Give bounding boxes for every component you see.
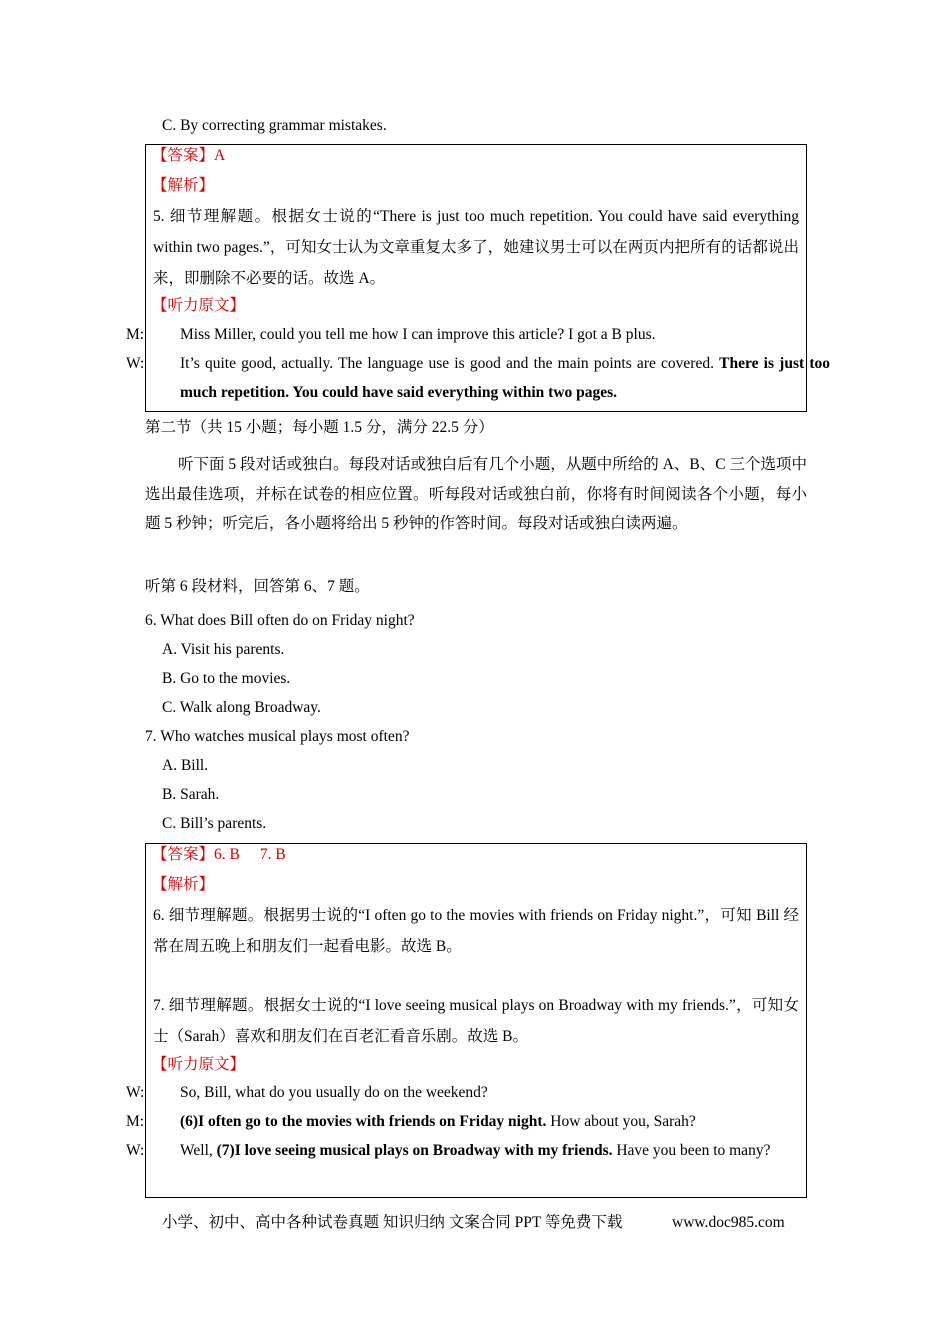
dialogue-line-w — [126, 1136, 830, 1165]
dialogue-text: It’s quite good, actually. The language use is good and the main points are covered. — [180, 355, 720, 372]
analysis-7: 7. 细节理解题。根据女士说的“I love seeing musical plays on Broadway with my friends.”，可知女士（Sarah）喜欢和朋友们在百老汇看音乐剧。故选 B。 — [153, 997, 799, 1045]
dialogue-key-sentence: (6)I often go to the movies with friends on Friday night. — [180, 1113, 547, 1130]
analysis-text: 5. 细节理解题。根据女士说的“There is just too much repetition. You could have said everything within two pages.”，可知女士认为文章重复太多了，她建议男士可以在两页内把所有的话都说出来，即删除不必要的话。故选 A。 — [153, 208, 799, 287]
speaker-m: M: — [126, 1113, 145, 1130]
speaker-w: W: — [126, 355, 145, 372]
analysis-label: 【解析】 — [152, 876, 215, 893]
dialogue-text: So, Bill, what do you usually do on the weekend? — [180, 1084, 488, 1101]
answer-7: 7. B — [259, 846, 286, 863]
dialogue-line-m — [126, 1107, 830, 1136]
question-option: B. Sarah. — [162, 786, 220, 803]
speaker-w: W: — [126, 1084, 145, 1101]
speaker-w: W: — [126, 1142, 145, 1159]
dialogue-text: How about you, Sarah? — [546, 1113, 696, 1130]
question-option: B. Go to the movies. — [162, 670, 291, 687]
section-heading: 第二节（共 15 小题；每小题 1.5 分，满分 22.5 分） — [145, 419, 494, 436]
answer-label: 【答案】 — [152, 846, 215, 863]
question-stem: 7. Who watches musical plays most often? — [145, 728, 410, 745]
passage-intro: 听第 6 段材料，回答第 6、7 题。 — [145, 578, 370, 595]
question-option: A. Bill. — [162, 757, 209, 774]
answer-6: 6. B — [214, 846, 240, 863]
answer-value: A — [214, 147, 226, 164]
speaker-m: M: — [126, 326, 145, 343]
question-option: C. Walk along Broadway. — [162, 699, 321, 716]
question-option: C. Bill’s parents. — [162, 815, 267, 832]
answer-line — [152, 844, 286, 866]
question-option: A. Visit his parents. — [162, 641, 285, 658]
footer-text: 小学、初中、高中各种试卷真题 知识归纳 文案合同 PPT 等免费下载 — [162, 1214, 623, 1231]
dialogue-text: Miss Miller, could you tell me how I can improve this article? I got a B plus. — [180, 326, 656, 343]
transcript-label: 【听力原文】 — [152, 297, 246, 314]
transcript-label: 【听力原文】 — [152, 1056, 246, 1073]
option-c: C. By correcting grammar mistakes. — [162, 117, 387, 134]
dialogue-key-sentence: There is just too much repetition. You could have said everything within two pages. — [180, 355, 830, 401]
analysis-label: 【解析】 — [152, 177, 215, 194]
question-stem: 6. What does Bill often do on Friday night? — [145, 612, 415, 629]
dialogue-text: Well, — [180, 1142, 217, 1159]
answer-label: 【答案】 — [152, 147, 215, 164]
dialogue-line-m — [126, 320, 830, 349]
footer-url[interactable]: www.doc985.com — [672, 1214, 785, 1231]
dialogue-line-w — [126, 349, 830, 407]
section-instructions: 听下面 5 段对话或独白。每段对话或独白后有几个小题，从题中所给的 A、B、C 三个选项中选出最佳选项，并标在试卷的相应位置。听每段对话或独白前，你将有时间阅读各个小题，每小题 5 秒钟；听完后，各小题将给出 5 秒钟的作答时间。每段对话或独白读两遍。 — [145, 456, 807, 532]
dialogue-line-w — [126, 1078, 830, 1107]
analysis-6: 6. 细节理解题。根据男士说的“I often go to the movies with friends on Friday night.”，可知 Bill 经常在周五晚上和朋友们一起看电影。故选 B。 — [153, 907, 799, 955]
answer-line — [152, 145, 225, 167]
dialogue-text: Have you been to many? — [612, 1142, 771, 1159]
dialogue-key-sentence: (7)I love seeing musical plays on Broadway with my friends. — [216, 1142, 613, 1159]
